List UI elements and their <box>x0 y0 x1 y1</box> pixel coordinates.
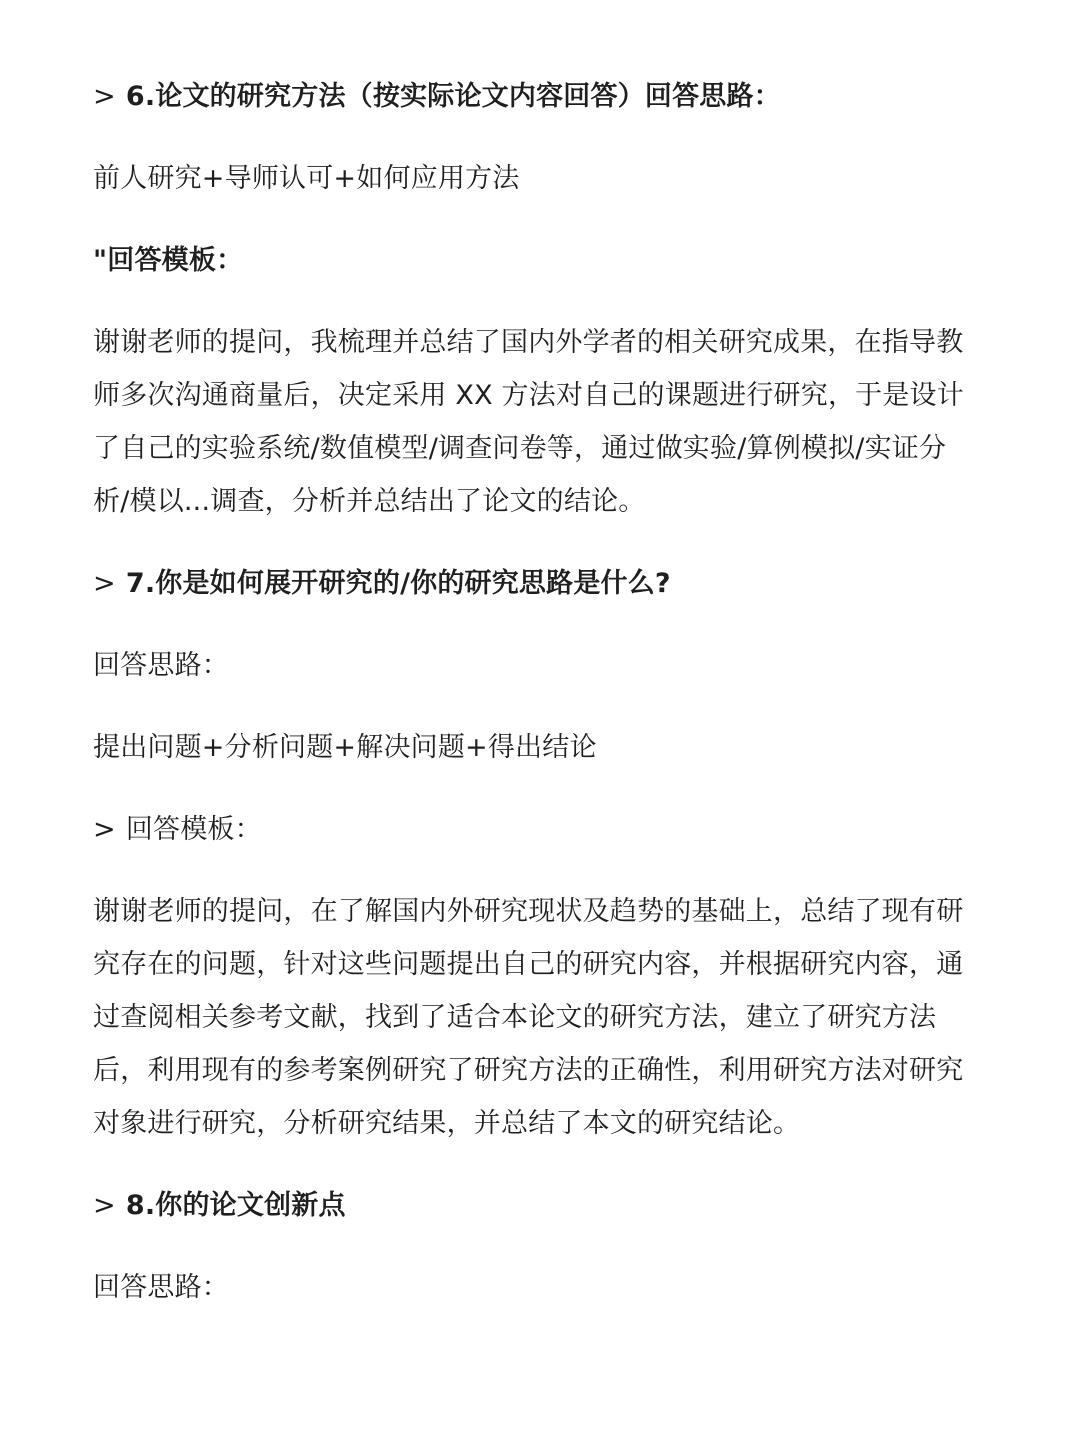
question-7-idea: 提出问题+分析问题+解决问题+得出结论 <box>93 732 597 763</box>
question-7-idea-label: 回答思路： <box>93 650 229 681</box>
question-8-idea-label: 回答思路： <box>93 1272 229 1303</box>
answer-line: 过查阅相关参考文献，找到了适合本论文的研究方法，建立了研究方法 <box>93 1002 937 1033</box>
question-6-heading-text: 6.论文的研究方法（按实际论文内容回答）回答思路： <box>125 81 781 112</box>
answer-line: 谢谢老师的提问，我梳理并总结了国内外学者的相关研究成果，在指导教 <box>93 327 964 358</box>
question-6-template-label: "回答模板： <box>93 245 244 276</box>
question-7-answer <box>93 885 968 1150</box>
answer-line: 了自己的实验系统/数值模型/调查问卷等，通过做实验/算例模拟/实证分 <box>93 433 947 464</box>
question-6-answer <box>93 316 968 528</box>
answer-line: 谢谢老师的提问，在了解国内外研究现状及趋势的基础上，总结了现有研 <box>93 896 964 927</box>
quote-marker: > <box>93 81 116 112</box>
question-7-heading-text: 7.你是如何展开研究的/你的研究思路是什么? <box>125 568 671 599</box>
quote-marker: > <box>93 568 116 599</box>
question-8-heading-text: 8.你的论文创新点 <box>125 1190 346 1221</box>
answer-line: 后，利用现有的参考案例研究了研究方法的正确性，利用研究方法对研究 <box>93 1055 964 1086</box>
question-6-heading <box>93 70 968 123</box>
question-7-heading <box>93 557 968 610</box>
answer-line: 析/模以...调查，分析并总结出了论文的结论。 <box>93 486 646 517</box>
question-8-heading <box>93 1179 968 1232</box>
answer-line: 师多次沟通商量后，决定采用 XX 方法对自己的课题进行研究，于是设计 <box>93 380 964 411</box>
question-7-template-label-text: 回答模板： <box>125 814 262 845</box>
question-6-idea: 前人研究+导师认可+如何应用方法 <box>93 163 520 194</box>
quote-marker: > <box>93 814 116 845</box>
quote-marker: > <box>93 1190 116 1221</box>
answer-line: 究存在的问题，针对这些问题提出自己的研究内容，并根据研究内容，通 <box>93 949 964 980</box>
question-7-template-label <box>93 803 968 856</box>
answer-line: 对象进行研究，分析研究结果，并总结了本文的研究结论。 <box>93 1108 801 1139</box>
